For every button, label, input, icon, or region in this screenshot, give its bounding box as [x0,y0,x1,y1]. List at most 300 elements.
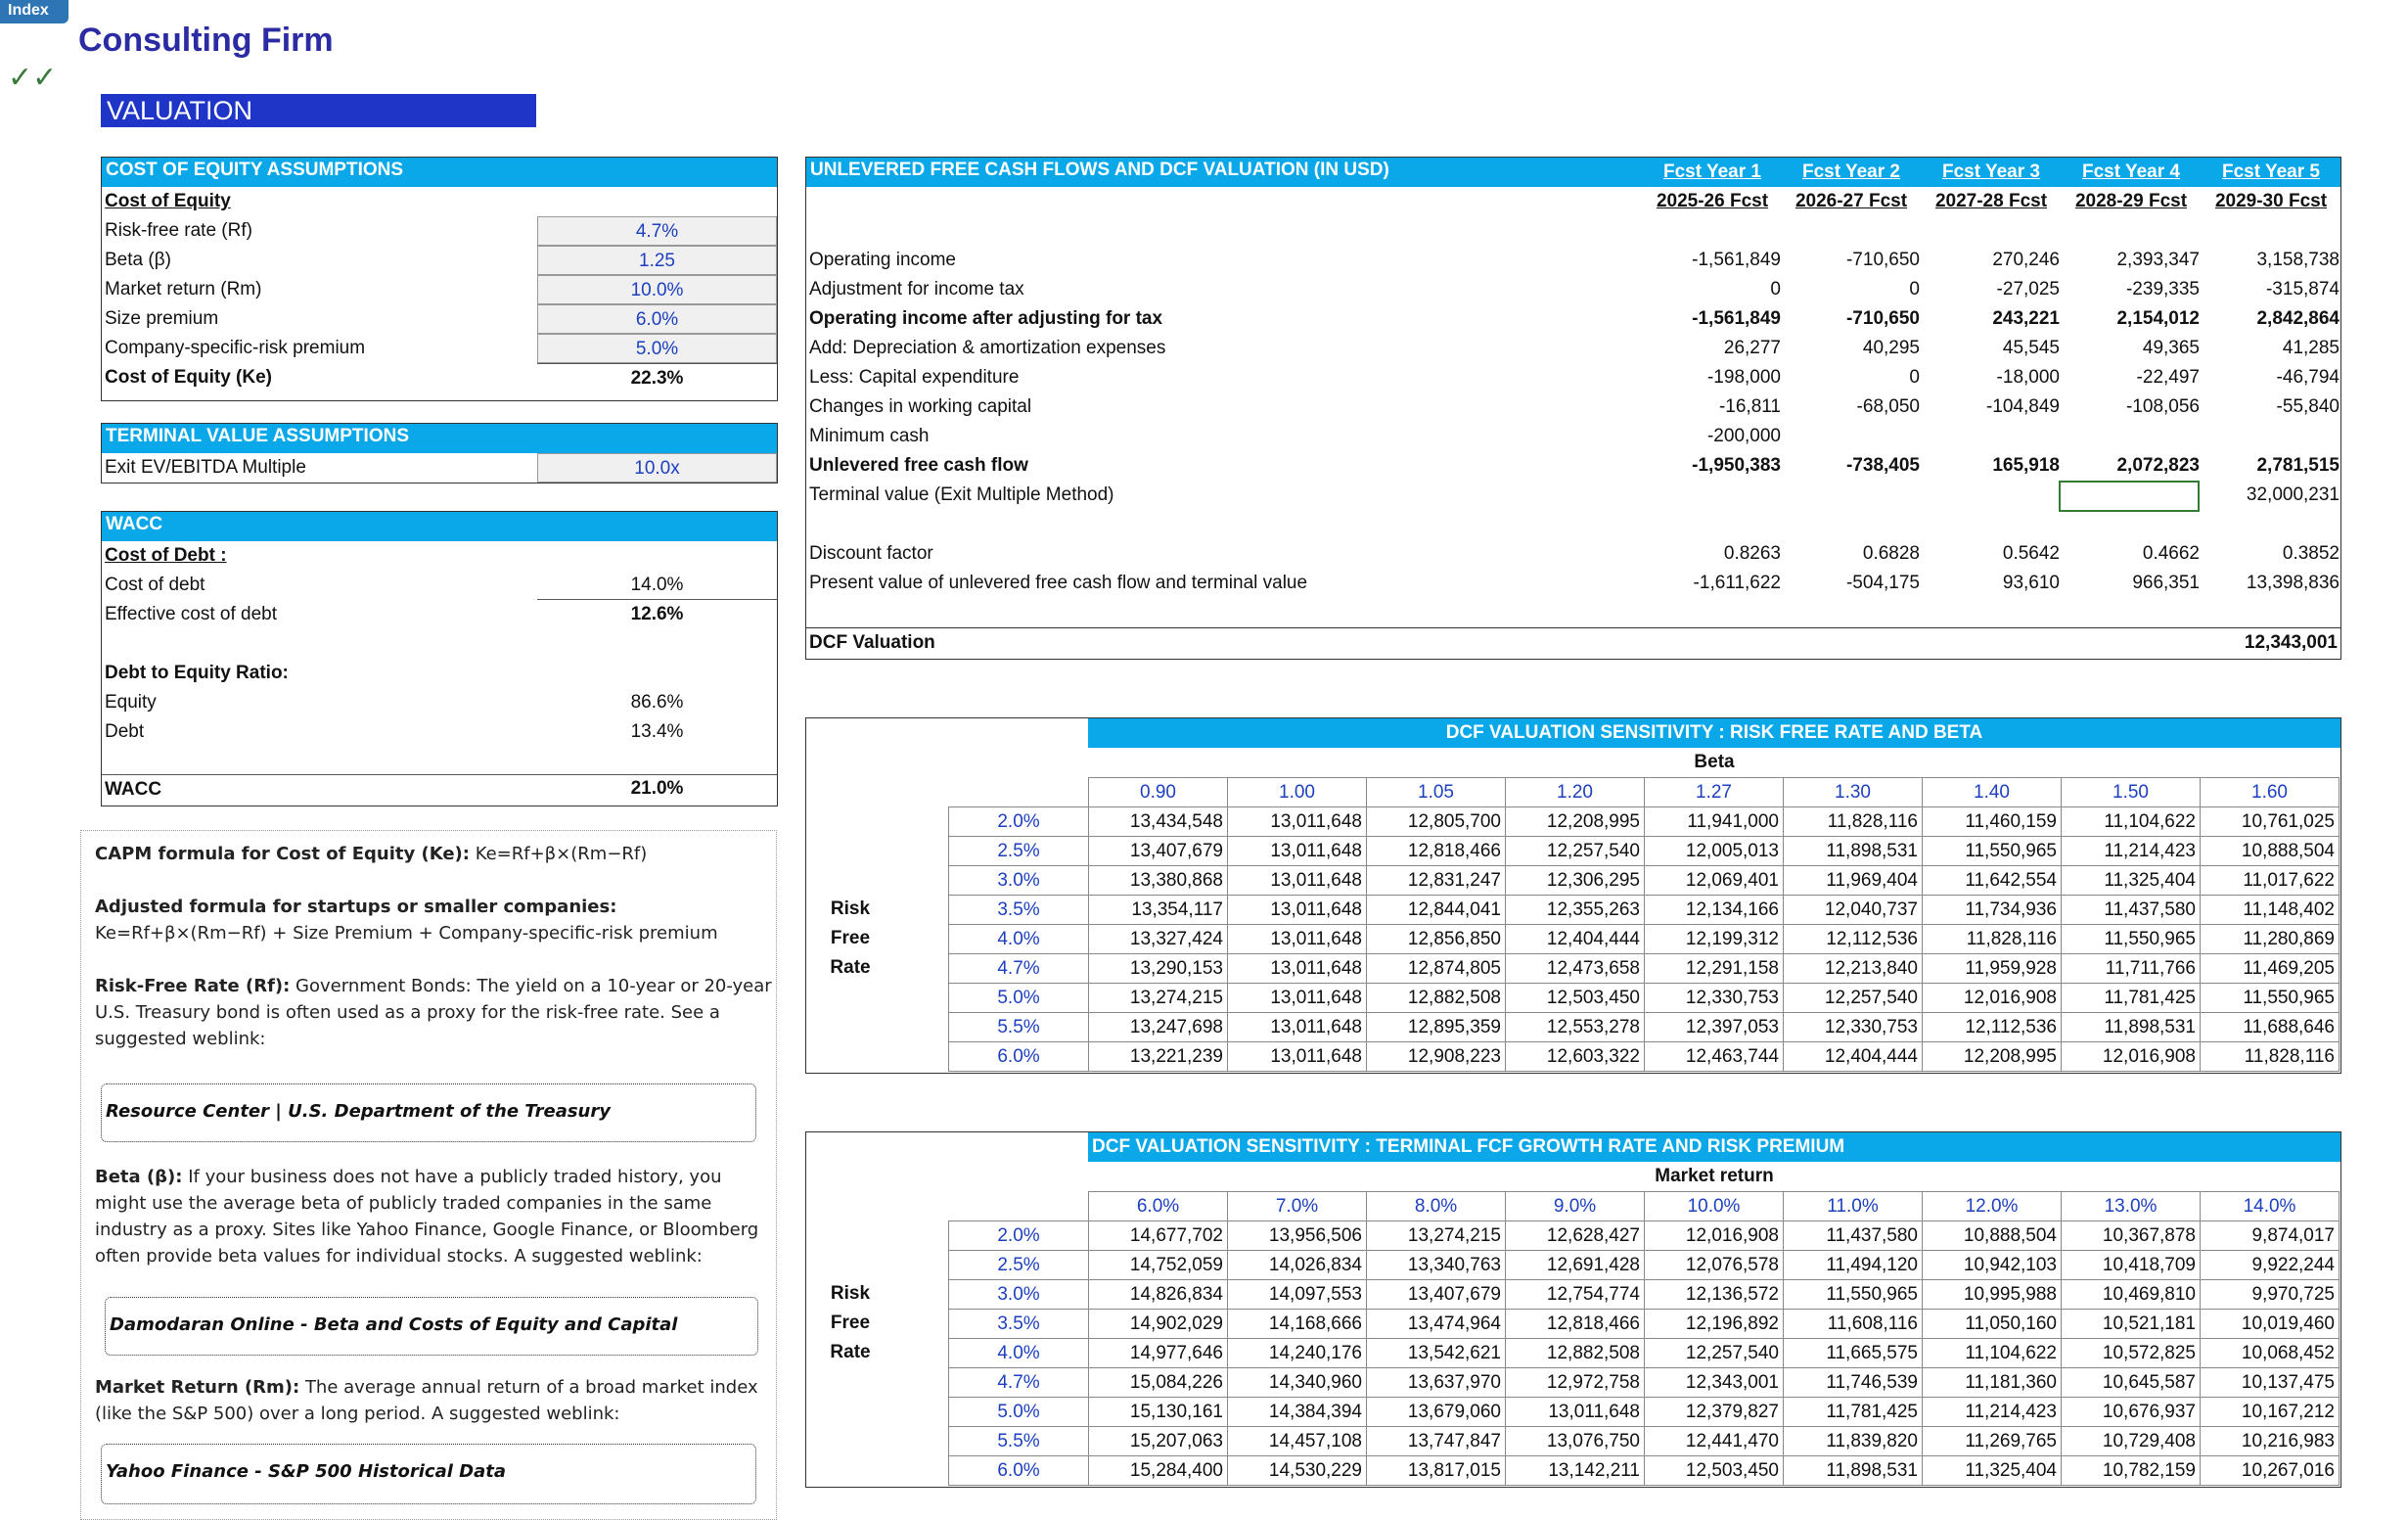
sens-row-header: 6.0% [949,1042,1089,1072]
sens-col-header: 1.50 [2062,778,2201,807]
sens-cell: 12,196,892 [1645,1310,1784,1339]
sens-cell: 12,379,827 [1645,1398,1784,1427]
axis-word: Free [830,928,871,948]
sens-row-header: 4.7% [949,1368,1089,1398]
sens-col-header: 11.0% [1784,1192,1923,1221]
sens-row-header: 2.5% [949,1251,1089,1280]
adj-note-formula: Ke=Rf+β×(Rm−Rf) + Size Premium + Company-specific-risk premium [95,923,718,944]
axis-word: Risk [830,1283,871,1304]
sens-cell: 13,011,648 [1228,837,1367,866]
market-return-input[interactable]: 10.0% [537,275,777,304]
dcf-cell: 270,246 [1992,250,2060,270]
sensitivity-rf-beta-panel [805,717,2341,1074]
sens-cell: 11,898,531 [2062,1013,2201,1042]
sens-cell: 15,084,226 [1089,1368,1228,1398]
sens-cell: 13,380,868 [1089,866,1228,896]
sens-cell: 13,290,153 [1089,954,1228,984]
axis-word: Rate [830,1342,871,1362]
sens-cell: 11,148,402 [2201,896,2340,925]
sens-row [949,1427,2340,1456]
sens-cell: 12,628,427 [1506,1221,1645,1251]
sens-col-header: 1.27 [1645,778,1784,807]
dcf-cell [1783,510,1920,539]
sens-col-header: 10.0% [1645,1192,1784,1221]
index-tab[interactable]: Index [0,0,68,23]
sens-row [949,1456,2340,1486]
sens-cell: 10,676,937 [2062,1398,2201,1427]
sens-cell: 12,136,572 [1645,1280,1784,1310]
sens-cell: 12,016,908 [1645,1221,1784,1251]
sens-cell: 11,437,580 [1784,1221,1923,1251]
wacc-value: 21.0% [630,778,684,799]
dcf-cell: -18,000 [1996,367,2060,388]
dcf-period-header: 2025-26 Fcst [1656,191,1769,211]
sens-col-header: 1.30 [1784,778,1923,807]
sens-cell: 12,199,312 [1645,925,1784,954]
sens-cell: 10,418,709 [2062,1251,2201,1280]
sens-cell: 10,137,475 [2201,1368,2340,1398]
dcf-cell: 93,610 [2002,573,2060,593]
sens-row-header: 6.0% [949,1456,1089,1486]
coe-label: Market return (Rm) [105,279,262,299]
corner-cell [949,778,1089,807]
sens-cell: 11,550,965 [1784,1280,1923,1310]
dcf-cell: 2,072,823 [2116,455,2200,476]
sens-cell: 14,826,834 [1089,1280,1228,1310]
sens-cell: 11,828,116 [1784,807,1923,837]
sens-cell: 12,257,540 [1784,984,1923,1013]
sens-col-header: 8.0% [1367,1192,1506,1221]
sens-cell: 11,104,622 [1923,1339,2062,1368]
sens-row-header: 5.0% [949,984,1089,1013]
dcf-cell: 2,154,012 [2116,308,2200,329]
sens-cell: 12,818,466 [1367,837,1506,866]
sens-cell: 13,274,215 [1367,1221,1506,1251]
sens-cell: 10,367,878 [2062,1221,2201,1251]
dcf-cell: -68,050 [1856,396,1920,417]
treasury-link[interactable]: Resource Center | U.S. Department of the Treasury [101,1083,756,1142]
sens-cell: 13,747,847 [1367,1427,1506,1456]
sens-cell: 13,274,215 [1089,984,1228,1013]
sens-cell: 13,011,648 [1228,1013,1367,1042]
sens-cell: 10,521,181 [2062,1310,2201,1339]
debt-value: 13.4% [630,721,684,742]
sens-cell: 14,384,394 [1228,1398,1367,1427]
sens-cell: 12,330,753 [1645,984,1784,1013]
coe-label: Company-specific-risk premium [105,338,366,358]
sens-cell: 12,208,995 [1506,807,1645,837]
coe-label: Size premium [105,308,219,329]
sens-row [949,1042,2340,1072]
dcf-row-label: Present value of unlevered free cash flow and terminal value [809,573,1308,593]
sens-cell: 11,269,765 [1923,1427,2062,1456]
sens-cell: 12,112,536 [1923,1013,2062,1042]
dcf-row-label: Add: Depreciation & amortization expenses [809,338,1166,358]
dcf-cell: 3,158,738 [2256,250,2340,270]
sens-cell: 11,642,554 [1923,866,2062,896]
dcf-cell: -239,335 [2125,279,2200,299]
cost-of-debt-value: 14.0% [537,571,777,600]
sens-row-header: 3.5% [949,896,1089,925]
sens-cell: 11,325,404 [1923,1456,2062,1486]
axis-word: Risk [830,898,871,919]
sens-cell: 10,942,103 [1923,1251,2062,1280]
dcf-cell: 32,000,231 [2246,484,2340,505]
sens-cell: 9,970,725 [2201,1280,2340,1310]
rf-note [95,973,772,999]
dcf-cell [1923,510,2060,539]
sens-cell: 13,434,548 [1089,807,1228,837]
sens-cell: 12,213,840 [1784,954,1923,984]
sens-cell: 13,011,648 [1228,1042,1367,1072]
sens-row [949,1398,2340,1427]
sens-cell: 12,503,450 [1506,984,1645,1013]
dcf-row-label: Discount factor [809,543,933,564]
sens-cell: 11,711,766 [2062,954,2201,984]
sens-cell: 11,781,425 [1784,1398,1923,1427]
sens-cell: 11,734,936 [1923,896,2062,925]
size-premium-input[interactable]: 6.0% [537,304,777,334]
sens-row [949,984,2340,1013]
sens-cell: 12,844,041 [1367,896,1506,925]
firm-title: Consulting Firm [78,22,334,59]
dcf-cell: -315,874 [2265,279,2340,299]
dcf-cell: -104,849 [1985,396,2060,417]
dcf-cell [2203,510,2340,539]
sens-cell: 11,969,404 [1784,866,1923,896]
dcf-cell: -1,950,383 [1692,455,1781,476]
sens-cell: 11,214,423 [2062,837,2201,866]
coe-label: Beta (β) [105,250,171,270]
sens-cell: 12,908,223 [1367,1042,1506,1072]
dcf-cell: 26,277 [1723,338,1781,358]
dcf-row-label: Adjustment for income tax [809,279,1024,299]
sens-cell: 13,011,648 [1228,896,1367,925]
sens-cell: 13,542,621 [1367,1339,1506,1368]
sens-cell: 11,050,160 [1923,1310,2062,1339]
dcf-cell: 41,285 [2282,338,2340,358]
sens-cell: 14,340,960 [1228,1368,1367,1398]
dcf-cell: 165,918 [1992,455,2060,476]
dcf-cell: -55,840 [2276,396,2340,417]
sens-row-header: 4.0% [949,925,1089,954]
dcf-row-label: Less: Capital expenditure [809,367,1020,388]
terminal-value-panel [101,423,778,484]
sens-cell: 12,291,158 [1645,954,1784,984]
sens-col-header: 1.00 [1228,778,1367,807]
sens-col-header: 6.0% [1089,1192,1228,1221]
sens-row [949,1251,2340,1280]
sensitivity-growth-premium-panel [805,1131,2341,1488]
sens-row [949,866,2340,896]
sens-cell: 12,874,805 [1367,954,1506,984]
dcf-cell: -504,175 [1845,573,1920,593]
sens-cell: 12,805,700 [1367,807,1506,837]
sens-col-header: 1.05 [1367,778,1506,807]
sens-col-header: 1.20 [1506,778,1645,807]
sens-row-header: 3.0% [949,866,1089,896]
sens-row [949,1013,2340,1042]
sens-cell: 12,306,295 [1506,866,1645,896]
sens-cell: 11,828,116 [1923,925,2062,954]
sens-row [949,1368,2340,1398]
tv-header: TERMINAL VALUE ASSUMPTIONS [102,424,777,453]
sens-cell: 12,016,908 [2062,1042,2201,1072]
sens-cell: 12,355,263 [1506,896,1645,925]
dcf-cell [1644,481,1781,510]
sens-cell: 12,691,428 [1506,1251,1645,1280]
sens-row [949,896,2340,925]
dcf-cell: 0 [1909,279,1920,299]
sens-row-header: 4.7% [949,954,1089,984]
dcf-cell: 0 [1909,367,1920,388]
sens-cell: 12,818,466 [1506,1310,1645,1339]
sens-cell: 10,995,988 [1923,1280,2062,1310]
sens-cell: 13,011,648 [1228,866,1367,896]
sens-cell: 14,457,108 [1228,1427,1367,1456]
dcf-cell [1783,481,1920,510]
sens-cell: 14,026,834 [1228,1251,1367,1280]
sens-cell: 12,503,450 [1645,1456,1784,1486]
dcf-cell: 13,398,836 [2246,573,2340,593]
debt-label: Debt [105,721,145,742]
sens-cell: 15,130,161 [1089,1398,1228,1427]
dcf-cell [1923,481,2060,510]
sens-cell: 11,941,000 [1645,807,1784,837]
sens-cell: 11,839,820 [1784,1427,1923,1456]
sens-row-header: 3.0% [949,1280,1089,1310]
dcf-cell: -1,561,849 [1692,250,1781,270]
beta-note-line: might use the average beta of publicly traded companies in the same [95,1193,712,1214]
notes-panel [80,830,777,1520]
sens-cell: 12,754,774 [1506,1280,1645,1310]
dcf-row-label: Terminal value (Exit Multiple Method) [809,484,1114,505]
dcf-cell: 0.3852 [2282,543,2340,564]
sens-col-header: 1.40 [1923,778,2062,807]
capm-bold: CAPM formula for Cost of Equity (Ke): [95,844,470,864]
rf-note-line: U.S. Treasury bond is often used as a proxy for the risk-free rate. See a [95,1002,720,1023]
sens-cell: 12,076,578 [1645,1251,1784,1280]
dcf-row-label: Operating income after adjusting for tax [809,308,1163,329]
dcf-year-header: Fcst Year 1 [1662,161,1761,182]
sens-cell: 12,040,737 [1784,896,1923,925]
sens-cell: 10,469,810 [2062,1280,2201,1310]
sens-cell: 13,340,763 [1367,1251,1506,1280]
sens-cell: 13,354,117 [1089,896,1228,925]
effective-cost-label: Effective cost of debt [105,604,278,624]
dcf-cell: 0.6828 [1862,543,1920,564]
sens-cell: 13,327,424 [1089,925,1228,954]
beta-input[interactable]: 1.25 [537,246,777,275]
sens2-table [948,1191,2340,1486]
dcf-cell: 0.4662 [2142,543,2200,564]
dcf-cell: -27,025 [1996,279,2060,299]
dcf-year-header: Fcst Year 3 [1941,161,2040,182]
sens-cell: 11,608,116 [1784,1310,1923,1339]
dcf-cell: -1,611,622 [1693,573,1781,593]
sens-cell: 11,898,531 [1784,837,1923,866]
checkmark-icon: ✓✓ [8,62,58,94]
dcf-row-label: Minimum cash [809,426,930,446]
sens-cell: 12,005,013 [1645,837,1784,866]
sens-cell: 12,016,908 [1923,984,2062,1013]
cost-of-equity-panel [101,157,778,401]
cost-of-debt-label: Cost of debt [105,575,205,595]
coe-subheader: Cost of Equity [105,191,231,211]
dcf-row-label: Changes in working capital [809,396,1032,417]
sens-cell: 12,404,444 [1506,925,1645,954]
dcf-cell: 0.5642 [2002,543,2060,564]
dcf-cell: -1,561,849 [1692,308,1781,329]
sens-cell: 12,603,322 [1506,1042,1645,1072]
sens-row-header: 5.5% [949,1013,1089,1042]
beta-note-line: industry as a proxy. Sites like Yahoo Finance, Google Finance, or Bloomberg [95,1220,759,1240]
sens-cell: 11,181,360 [1923,1368,2062,1398]
sens2-col-axis: Market return [1655,1166,1774,1186]
sens-cell: 14,240,176 [1228,1339,1367,1368]
sens-cell: 14,977,646 [1089,1339,1228,1368]
sens-cell: 9,874,017 [2201,1221,2340,1251]
sens-cell: 14,168,666 [1228,1310,1367,1339]
dcf-cell: -22,497 [2136,367,2200,388]
sens-cell: 12,972,758 [1506,1368,1645,1398]
sens-cell: 12,112,536 [1784,925,1923,954]
sens-cell: 12,134,166 [1645,896,1784,925]
sens-cell: 11,494,120 [1784,1251,1923,1280]
mr-text: The average annual return of a broad market index [299,1377,758,1398]
dcf-cell: 45,545 [2002,338,2060,358]
company-risk-input[interactable]: 5.0% [537,334,777,363]
sens-cell: 11,688,646 [2201,1013,2340,1042]
sens-cell: 12,069,401 [1645,866,1784,896]
coe-header: COST OF EQUITY ASSUMPTIONS [102,158,777,187]
cost-of-debt-heading: Cost of Debt : [105,545,227,566]
dcf-period-header: 2027-28 Fcst [1934,191,2048,211]
sens1-title: DCF VALUATION SENSITIVITY : RISK FREE RATE AND BETA [1088,718,2340,748]
sens-cell: 12,882,508 [1506,1339,1645,1368]
dcf-cell: -200,000 [1706,426,1781,446]
sens-cell: 12,208,995 [1923,1042,2062,1072]
dcf-year-header: Fcst Year 4 [2081,161,2180,182]
sens-cell: 13,679,060 [1367,1398,1506,1427]
coe-total-value: 22.3% [537,363,777,392]
sens-cell: 13,637,970 [1367,1368,1506,1398]
dcf-cell: 0 [1770,279,1781,299]
sens-row [949,1310,2340,1339]
risk-free-input[interactable]: 4.7% [537,216,777,246]
wacc-label: WACC [102,774,777,804]
wacc-panel [101,511,778,806]
axis-word: Rate [830,957,871,978]
selected-cell[interactable] [2059,481,2200,512]
yahoo-link[interactable]: Yahoo Finance - S&P 500 Historical Data [101,1444,756,1504]
dcf-cell [2203,422,2340,451]
dcf-valuation-label: DCF Valuation [809,632,935,653]
sens-cell: 10,888,504 [2201,837,2340,866]
tv-label: Exit EV/EBITDA Multiple [105,457,306,478]
rf-text: Government Bonds: The yield on a 10-year or 20-year [290,976,772,996]
sens-cell: 11,828,116 [2201,1042,2340,1072]
sens-col-header: 7.0% [1228,1192,1367,1221]
wacc-header: WACC [102,512,777,541]
sens-cell: 13,011,648 [1506,1398,1645,1427]
sens-cell: 13,011,648 [1228,954,1367,984]
dcf-year-header: Fcst Year 5 [2221,161,2320,182]
sens-cell: 13,407,679 [1089,837,1228,866]
dcf-cell [2063,422,2200,451]
dcf-cell: -46,794 [2276,367,2340,388]
mr-bold: Market Return (Rm): [95,1377,300,1398]
sens-cell: 13,011,648 [1228,984,1367,1013]
dcf-cell: 40,295 [1862,338,1920,358]
sens-cell: 11,460,159 [1923,807,2062,837]
damodaran-link[interactable]: Damodaran Online - Beta and Costs of Equity and Capital [105,1297,758,1356]
sens-row-header: 5.5% [949,1427,1089,1456]
sens-row [949,837,2340,866]
sens-col-header: 12.0% [1923,1192,2062,1221]
sens-cell: 13,247,698 [1089,1013,1228,1042]
sens-col-header: 14.0% [2201,1192,2340,1221]
beta-note [95,1164,722,1190]
sens-row-header: 2.0% [949,807,1089,837]
debt-equity-ratio-label: Debt to Equity Ratio: [105,663,289,683]
sens-cell: 10,645,587 [2062,1368,2201,1398]
sens-cell: 12,397,053 [1645,1013,1784,1042]
mr-note [95,1374,758,1401]
dcf-cell: 0.8263 [1723,543,1781,564]
sens-cell: 11,437,580 [2062,896,2201,925]
sens-cell: 11,746,539 [1784,1368,1923,1398]
sens-cell: 15,207,063 [1089,1427,1228,1456]
dcf-valuation-value: 12,343,001 [2244,632,2338,653]
exit-multiple-input[interactable]: 10.0x [537,453,777,483]
sens1-row-axis [826,895,875,983]
sens-row-header: 4.0% [949,1339,1089,1368]
sens-cell: 14,677,702 [1089,1221,1228,1251]
sens-cell: 13,076,750 [1506,1427,1645,1456]
dcf-row-label [806,510,809,539]
dcf-cell: 2,781,515 [2256,455,2340,476]
dcf-period-header: 2028-29 Fcst [2074,191,2188,211]
sens-cell: 10,068,452 [2201,1339,2340,1368]
sens-cell: 12,882,508 [1367,984,1506,1013]
coe-label: Risk-free rate (Rf) [105,220,252,241]
sens-col-header: 13.0% [2062,1192,2201,1221]
sens-cell: 12,343,001 [1645,1368,1784,1398]
dcf-cell: -16,811 [1718,396,1781,417]
sens-cell: 12,404,444 [1784,1042,1923,1072]
sens-cell: 12,473,658 [1506,954,1645,984]
sens-cell: 11,017,622 [2201,866,2340,896]
sens-cell: 11,550,965 [1923,837,2062,866]
beta-text: If your business does not have a publicly traded history, you [182,1167,722,1187]
sens-cell: 14,902,029 [1089,1310,1228,1339]
dcf-cell: -108,056 [2125,396,2200,417]
sens-cell: 10,729,408 [2062,1427,2201,1456]
equity-label: Equity [105,692,157,713]
dcf-cell: -198,000 [1706,367,1781,388]
sens-cell: 13,011,648 [1228,925,1367,954]
axis-word: Free [830,1313,871,1333]
sens-cell: 13,142,211 [1506,1456,1645,1486]
sens-cell: 11,781,425 [2062,984,2201,1013]
sens-cell: 13,474,964 [1367,1310,1506,1339]
sens-cell: 15,284,400 [1089,1456,1228,1486]
sens-cell: 11,214,423 [1923,1398,2062,1427]
sens-cell: 10,216,983 [2201,1427,2340,1456]
sens-row-header: 2.5% [949,837,1089,866]
dcf-cell: -738,405 [1845,455,1920,476]
